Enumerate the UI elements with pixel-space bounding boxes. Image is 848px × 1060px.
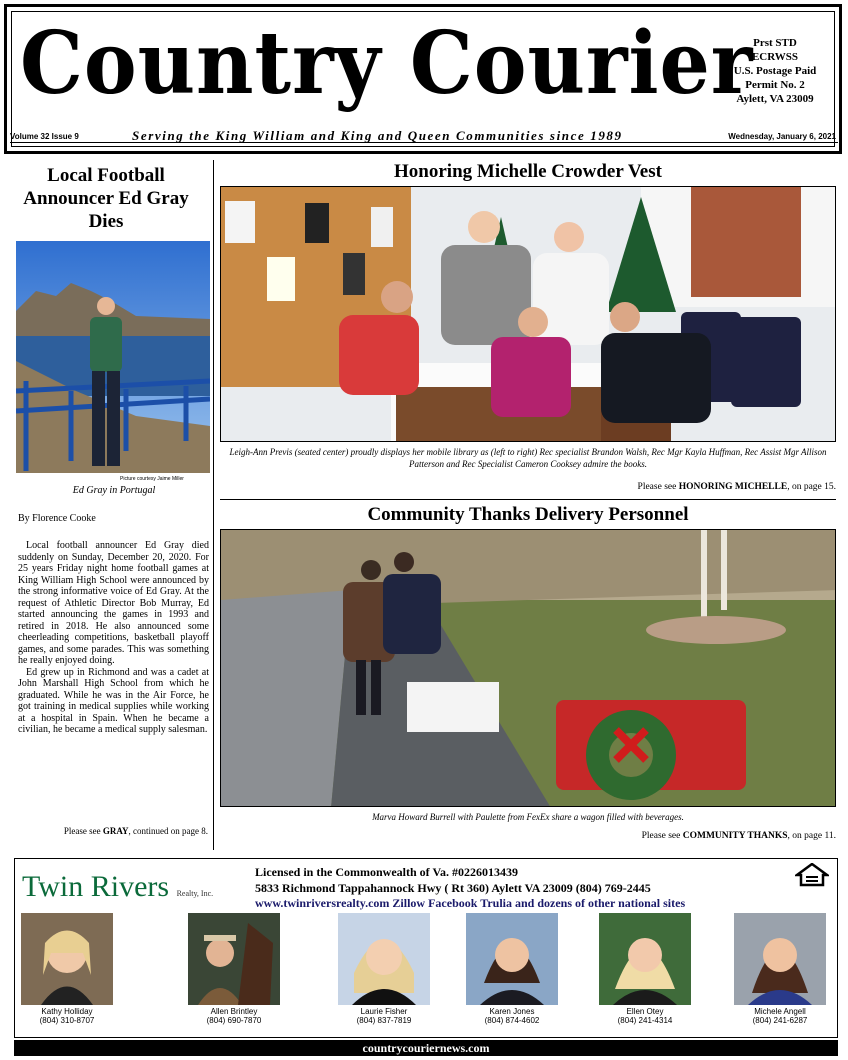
continuation-prefix: Please see <box>641 831 683 841</box>
agent-card <box>452 913 572 1025</box>
photo-credit: Picture courtesy Jaime Miller <box>120 476 184 482</box>
agent-portrait <box>338 913 430 1005</box>
agent-card <box>324 913 444 1025</box>
twin-rivers-logo <box>22 870 213 904</box>
continuation-ref: GRAY <box>102 826 129 836</box>
story2-continuation <box>642 831 836 841</box>
story2-caption: Marva Howard Burrell with Paulette from FexEx share a wagon filled with beverages. <box>372 812 684 822</box>
postage-line: Prst STD <box>753 37 797 49</box>
tagline: Serving the King William and King and Queen Communities since 1989 <box>132 128 623 143</box>
continuation-ref: COMMUNITY THANKS <box>682 831 788 841</box>
story1-headline: Honoring Michelle Crowder Vest <box>394 161 662 182</box>
ad-address: 5833 Richmond Tappahannock Hwy ( Rt 360) Aylett VA 23009 (804) 769-2445 <box>255 881 651 895</box>
section-rule <box>220 499 836 500</box>
agent-card <box>720 913 840 1025</box>
left-photo-caption: Ed Gray in Portugal <box>72 485 156 496</box>
column-divider <box>213 160 214 850</box>
body-paragraph: Local football announcer Ed Gray died suddenly on Sunday, December 20, 2020. For 25 years Friday night home football games at King William High School were announced by the strong informative voice of Ed Gray. At the request of Athletic Director Bob Murray, Ed started announcing the games in 1993 and retired in 2018. He also announced some cheerleading competitions, basketball playoff games, and some parades. This was something he really enjoyed doing. <box>18 540 209 666</box>
continuation-ref: HONORING MICHELLE <box>678 482 788 492</box>
volume-issue: Volume 32 Issue 9 <box>10 132 79 141</box>
agent-phone: (804) 241-4314 <box>617 1016 673 1025</box>
story1-continuation <box>638 482 836 492</box>
issue-date: Wednesday, January 6, 2021 <box>728 132 836 141</box>
logo-sub: Realty, Inc. <box>176 889 214 898</box>
agent-name: Laurie Fisher <box>360 1007 408 1016</box>
agent-portrait <box>599 913 691 1005</box>
left-story-body <box>18 540 209 736</box>
agent-card <box>174 913 294 1025</box>
agent-portrait <box>21 913 113 1005</box>
agent-card <box>7 913 127 1025</box>
agent-portrait <box>734 913 826 1005</box>
newspaper-title: Country Courier <box>20 13 754 114</box>
delivery-photo <box>220 529 836 807</box>
continuation-suffix: , on page 11. <box>787 831 836 841</box>
footer-website-bar[interactable]: countrycouriernews.com <box>14 1040 838 1056</box>
agent-name: Kathy Holliday <box>41 1007 93 1016</box>
ed-gray-photo <box>16 241 210 473</box>
ad-website[interactable]: www.twinriversrealty.com Zillow Facebook Trulia and dozens of other national sites <box>255 896 686 910</box>
agent-name: Ellen Otey <box>626 1007 664 1016</box>
logo-text: Twin Rivers <box>22 870 170 903</box>
agent-portrait <box>466 913 558 1005</box>
equal-housing-icon <box>795 863 829 889</box>
postage-line: ECRWSS <box>751 51 799 63</box>
agent-phone: (804) 837-7819 <box>356 1016 412 1025</box>
continuation-prefix: Please see <box>637 482 679 492</box>
continuation-prefix: Please see <box>63 826 103 836</box>
postage-line: U.S. Postage Paid <box>733 65 817 77</box>
story1-caption: Leigh-Ann Previs (seated center) proudly displays her mobile library as (left to right) Rec specialist Brandon Walsh, Rec Mgr Kayla Huffman, Rec Assist Mgr Allison Patterson and Rec Specialist Cameron Cooksey admire the books. <box>229 447 827 469</box>
agent-name: Michele Angell <box>754 1007 806 1016</box>
byline: By Florence Cooke <box>18 513 96 524</box>
continuation-suffix: , continued on page 8. <box>128 826 208 836</box>
postage-line: Permit No. 2 <box>745 79 805 91</box>
agent-card <box>585 913 705 1025</box>
agent-portrait <box>188 913 280 1005</box>
left-story-headline: Local Football Announcer Ed Gray Dies <box>23 165 189 232</box>
agent-phone: (804) 241-6287 <box>752 1016 808 1025</box>
agent-phone: (804) 310-8707 <box>39 1016 95 1025</box>
left-continuation <box>18 826 208 836</box>
body-paragraph: Ed grew up in Richmond and was a cadet at John Marshall High School from which he graduated. While he was in the Air Force, he got training in medical supplies while working at a hospital in Spain. When he became a civilian, he became a medical supply salesman. <box>18 666 209 735</box>
postage-line: Aylett, VA 23009 <box>736 93 814 105</box>
ad-license: Licensed in the Commonwealth of Va. #0226013439 <box>255 865 519 879</box>
agent-phone: (804) 874-4602 <box>484 1016 540 1025</box>
library-photo <box>220 186 836 442</box>
agent-phone: (804) 690-7870 <box>206 1016 262 1025</box>
postage-indicia <box>720 36 830 106</box>
story2-headline: Community Thanks Delivery Personnel <box>367 504 689 525</box>
continuation-suffix: , on page 15. <box>787 482 836 492</box>
agent-name: Allen Brintley <box>210 1007 258 1016</box>
agent-name: Karen Jones <box>489 1007 535 1016</box>
